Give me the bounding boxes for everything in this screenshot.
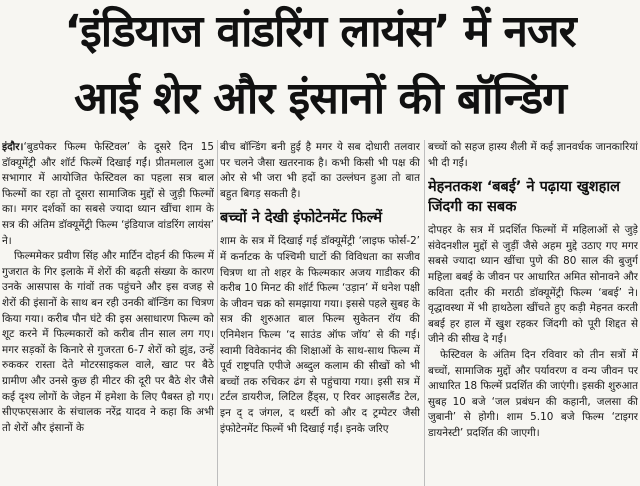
subheading: मेहनतकश ‘बबई’ ने पढ़ाया खुशहाल जिंदगी का सबक xyxy=(428,179,620,216)
body-paragraph: फेस्टिवल के अंतिम दिन रविवार को तीन सत्रों में बच्चों, सामाजिक मुद्दों और पर्यावरण व वन्य जीवन पर आधारित 18 फिल्में प्रदर्शित की जाएंगी। इसकी शुरुआत सुबह 10 बजे ‘जल प्रबंधन की कहानी, जलसा की जुबानी’ से होगी। शाम 5.10 बजे फिल्म ‘टाइगर डायनेस्टी’ प्रदर्शित की जाएगी। xyxy=(428,348,638,439)
body-paragraph: बच्चों को सहज हास्य शैली में कई ज्ञानवर्धक जानकारियां भी दी गईं। xyxy=(428,141,638,169)
article-column-2 xyxy=(220,140,420,486)
column-divider xyxy=(424,140,425,486)
body-paragraph: शाम के सत्र में दिखाई गई डॉक्यूमेंट्री ‘लाइफ फोर्स-2’ में कर्नाटक के पश्चिमी घाटों की विविधता का सजीव चित्रण था तो शहर के फिल्मकार अजय गाडीकर की करीब 10 मिनट की शॉर्ट फिल्म ‘उड़ान’ में धनेश पक्षी के जीवन चक्र को समझाया गया। इससे पहले सुबह के सत्र की शुरुआत बाल फिल्म सुकेतन रॉय की एनिमेशन फिल्म ‘द साउंड ऑफ जॉय’ से की गई। स्वामी विवेकानंद की शिक्षाओं के साथ-साथ फिल्म में पूर्व राष्ट्रपति एपीजे अब्दुल कलाम की सीखों को भी बच्चों तक रुचिकर ढंग से पहुंचाया गया। इसी सत्र में टर्टल डायरीज, लिटिल हैंड्स, ए रिवर आइसलैंड टेल, इन द् द जंगल, द थर्स्टी को और द ट्रम्पेटर जैसी इंफोटेनमेंट फिल्में भी दिखाई गईं। इनके जरिए xyxy=(220,235,420,435)
lead-text: ‘बुडपेकर फिल्म फेस्टिवल’ के दूसरे दिन 15 डॉक्यूमेंट्री और शॉर्ट फिल्में दिखाई गईं। प्रीतमलाल दुआ सभागार में आयोजित फेस्टिवल का पहला सत्र बाल फिल्मों का रहा तो दूसरा सामाजिक मुद्दों से जुड़ी फिल्मों का। मगर दर्शकों का सबसे ज्यादा ध्यान खींचा शाम के सत्र की अंतिम डॉक्यूमेंट्री फिल्म ‘इंडियाज वांडरिंग लायंस’ ने। xyxy=(2,141,214,247)
dateline: इंदौर। xyxy=(2,141,24,153)
body-paragraph: दोपहर के सत्र में प्रदर्शित फिल्मों में महिलाओं से जुड़े संवेदनशील मुद्दों से जुड़ीं जैसे अहम मुद्दे उठाए गए मगर सबसे ज्यादा ध्यान खींचा पुणे की 80 साल की बुजुर्ग महिला बबई के जीवन पर आधारित अमित सोनावने और कविता दतीर की मराठी डॉक्यूमेंट्री फिल्म ‘बबई’ ने। वृद्धावस्था में भी हाथठेला खींचते हुए कड़ी मेहनत करती बबई हर हाल में खुश रहकर जिंदगी को पूरी शिद्दत से जीने की सीख दे गईं। xyxy=(428,224,638,346)
column-divider xyxy=(217,140,218,486)
subheading: बच्चों ने देखी इंफोटेनमेंट फिल्में xyxy=(220,210,383,227)
lead-paragraph xyxy=(2,140,214,249)
body-paragraph: फिल्ममेकर प्रवीण सिंह और मार्टिन दोहर्न की फिल्म में गुजरात के गिर इलाके में शेरों की बढ़ती संख्या के कारण उनके आसपास के गांवों तक पहुंचने और इस वजह से शेरों की इंसानों के साथ बन रही उनकी बॉन्डिंग का चित्रण किया गया। करीब पौन घंटे की इस असाधारण फिल्म को शूट करने में फिल्मकारों को करीब तीन साल लग गए। मगर सड़कों के किनारे से गुजरता 6-7 शेरों को झुंड, उन्हें रुककर रास्ता देते मोटरसाइकल वाले, खाट पर बैठे ग्रामीण और उनसे कुछ ही मीटर की दूरी पर बैठे शेर जैसे कई दृश्य लोगों के जेहन में हमेशा के लिए पैबस्त हो गए। सीएफएसआर के संचालक नरेंद्र यादव ने कहा कि अभी तो शेरों और इंसानों के xyxy=(2,250,214,434)
article-column-3 xyxy=(428,140,638,486)
body-paragraph: बीच बॉन्डिंग बनी हुई है मगर ये सब दोधारी तलवार पर चलने जैसा खतरनाक है। कभी किसी भी पक्ष की ओर से भी जरा भी हदों का उल्लंघन हुआ तो बात बहुत बिगड़ सकती है। xyxy=(220,141,420,200)
headline-line-1: ‘इंडियाज वांडरिंग लायंस’ में नजर xyxy=(64,6,576,57)
headline-line-2: आई शेर और इंसानों की बॉन्डिंग xyxy=(74,73,566,124)
article-column-1 xyxy=(2,140,214,486)
